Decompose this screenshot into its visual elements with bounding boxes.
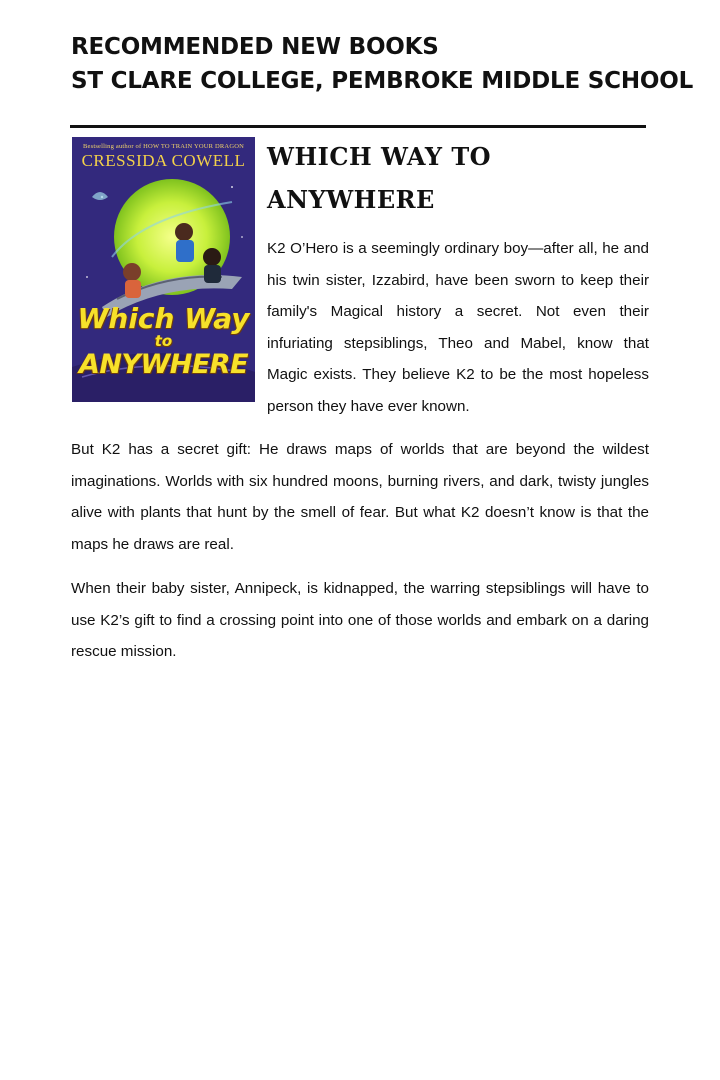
cover-author: CRESSIDA COWELL: [81, 151, 246, 170]
cover-title-line3: ANYWHERE: [78, 349, 249, 380]
page-header: [71, 30, 694, 98]
header-school: ST CLARE COLLEGE, PEMBROKE MIDDLE SCHOOL: [71, 68, 694, 94]
book-cover: [72, 137, 255, 402]
description-paragraph-2: But K2 has a secret gift: He draws maps of worlds that are beyond the wildest imaginations. Worlds with six hundred moons, burning rivers, and dark, twisty jungles alive with plants that hunt by the smell of fear. But what K2 doesn’t know is that the maps he draws are real.: [71, 441, 649, 553]
cover-title: [72, 302, 255, 380]
cover-author-note: Bestselling author of HOW TO TRAIN YOUR DRAGON: [82, 143, 245, 150]
header-divider: [70, 125, 646, 128]
cover-title-line1: Which Way: [77, 302, 250, 335]
book-title: WHICH WAY TO ANYWHERE: [267, 142, 492, 214]
description-paragraph-1: K2 O’Hero is a seemingly ordinary boy—after all, he and his twin sister, Izzabird, have been sworn to keep their family's Magical history a secret. Not even their infuriating stepsiblings, Theo and Mabel, know that Magic exists. They believe K2 to be the most hopeless person they have ever known.: [267, 240, 649, 415]
description-paragraph-3: When their baby sister, Annipeck, is kidnapped, the warring stepsiblings will have to use K2’s gift to find a crossing point into one of those worlds and embark on a daring rescue mission.: [71, 580, 649, 661]
header-title: RECOMMENDED NEW BOOKS: [71, 34, 439, 60]
cover-title-line2: to: [154, 332, 173, 350]
